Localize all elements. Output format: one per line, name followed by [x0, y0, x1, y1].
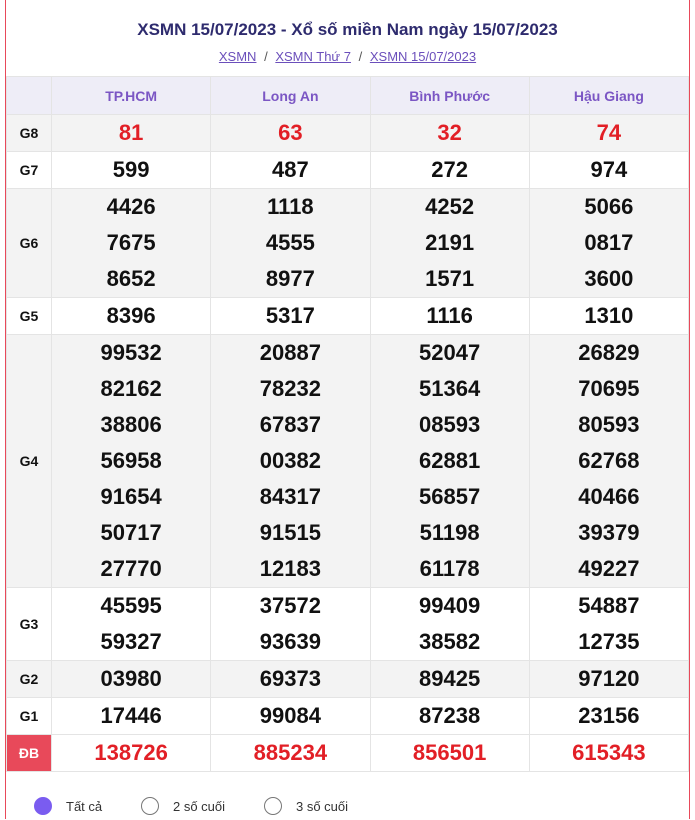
prize-number: 45595 [100, 593, 162, 618]
prize-number: 4252 [425, 194, 475, 219]
prize-cell [211, 735, 370, 772]
prize-cell [370, 588, 529, 661]
prize-row [7, 189, 689, 298]
breadcrumb-link-xsmn[interactable]: XSMN [218, 49, 257, 64]
results-frame [5, 0, 690, 819]
prize-cell [52, 335, 211, 588]
prize-number: 38582 [419, 629, 481, 654]
prize-cell [529, 588, 688, 661]
prize-cell [370, 115, 529, 152]
prize-number: 91654 [100, 484, 162, 509]
prize-number: 03980 [100, 666, 162, 691]
prize-number: 00382 [259, 448, 321, 473]
prize-number: 5317 [265, 303, 315, 328]
prize-number: 856501 [412, 740, 487, 765]
prize-cell [370, 152, 529, 189]
prize-cell [370, 698, 529, 735]
prize-number: 08593 [419, 412, 481, 437]
digit-filter-options [6, 792, 689, 820]
prize-cell [529, 298, 688, 335]
prize-number: 67837 [259, 412, 321, 437]
prize-number: 99532 [100, 340, 162, 365]
prize-number: 99409 [419, 593, 481, 618]
prize-label: G6 [7, 189, 52, 298]
radio-unchecked-icon[interactable] [264, 797, 282, 815]
prize-number: 63 [278, 120, 303, 145]
prize-number: 8977 [265, 266, 315, 291]
prize-cell [370, 661, 529, 698]
radio-checked-icon[interactable] [34, 797, 52, 815]
prize-number: 56857 [419, 484, 481, 509]
prize-cell [529, 661, 688, 698]
prize-label: G7 [7, 152, 52, 189]
prize-number: 17446 [100, 703, 162, 728]
prize-number: 2191 [425, 230, 475, 255]
prize-number: 487 [272, 157, 309, 182]
prize-cell [211, 588, 370, 661]
prize-cell [529, 698, 688, 735]
prize-number: 26829 [578, 340, 640, 365]
prize-number: 70695 [578, 376, 640, 401]
prize-number: 3600 [584, 266, 634, 291]
prize-number: 4555 [265, 230, 315, 255]
prize-cell [211, 189, 370, 298]
prize-number: 62881 [419, 448, 481, 473]
prize-number: 59327 [100, 629, 162, 654]
filter-option-label: Tất cả [66, 798, 103, 814]
prize-label: G2 [7, 661, 52, 698]
prize-number: 62768 [578, 448, 640, 473]
prize-row [7, 152, 689, 189]
province-header-hau-giang[interactable]: Hậu Giang [529, 77, 688, 115]
province-header-long-an[interactable]: Long An [211, 77, 370, 115]
prize-number: 8396 [106, 303, 156, 328]
prize-cell [370, 335, 529, 588]
prize-row [7, 698, 689, 735]
prize-row [7, 588, 689, 661]
prize-number: 93639 [259, 629, 321, 654]
filter-option-last-2[interactable] [141, 797, 225, 815]
filter-option-label: 2 số cuối [173, 798, 226, 814]
prize-number: 7675 [106, 230, 156, 255]
radio-unchecked-icon[interactable] [141, 797, 159, 815]
prize-number: 615343 [572, 740, 646, 765]
prize-cell [211, 298, 370, 335]
prize-number: 138726 [94, 740, 168, 765]
prize-cell [529, 115, 688, 152]
prize-number: 4426 [106, 194, 156, 219]
breadcrumb-link-weekday[interactable]: XSMN Thứ 7 [275, 49, 351, 64]
prize-cell [211, 115, 370, 152]
prize-number: 1118 [267, 194, 314, 219]
prize-number: 87238 [419, 703, 481, 728]
prize-number: 885234 [253, 740, 328, 765]
prize-cell [211, 152, 370, 189]
prize-number: 1310 [584, 303, 634, 328]
prize-number: 20887 [259, 340, 321, 365]
prize-number: 69373 [259, 666, 321, 691]
prize-cell [211, 698, 370, 735]
prize-cell [52, 588, 211, 661]
prize-cell [211, 661, 370, 698]
prize-number: 272 [431, 157, 468, 182]
prize-number: 599 [112, 157, 150, 182]
prize-number: 80593 [578, 412, 640, 437]
prize-cell [52, 152, 211, 189]
filter-option-label: 3 số cuối [296, 798, 349, 814]
prize-number: 89425 [419, 666, 481, 691]
filter-option-last-3[interactable] [264, 797, 348, 815]
prize-number: 0817 [584, 230, 634, 255]
prize-cell [52, 298, 211, 335]
prize-number: 12735 [578, 629, 640, 654]
prize-number: 99084 [259, 703, 321, 728]
prize-number: 5066 [584, 194, 634, 219]
prize-cell [529, 735, 688, 772]
prize-number: 27770 [100, 556, 162, 581]
prize-number: 51364 [419, 376, 481, 401]
prize-number: 40466 [578, 484, 640, 509]
prize-number: 97120 [578, 666, 640, 691]
filter-option-all[interactable] [34, 797, 102, 815]
prize-number: 54887 [578, 593, 640, 618]
prize-cell [370, 298, 529, 335]
prize-number: 23156 [578, 703, 640, 728]
prize-number: 8652 [106, 266, 156, 291]
prize-cell [211, 335, 370, 588]
prize-number: 81 [118, 120, 144, 145]
prize-number: 49227 [578, 556, 640, 581]
prize-row [7, 735, 689, 772]
prize-label: G5 [7, 298, 52, 335]
prize-number: 78232 [259, 376, 321, 401]
prize-number: 1116 [426, 303, 473, 328]
prize-number: 52047 [419, 340, 481, 365]
breadcrumb-link-date[interactable]: XSMN 15/07/2023 [369, 49, 477, 64]
prize-label: G3 [7, 588, 52, 661]
prize-cell [52, 735, 211, 772]
prize-row [7, 335, 689, 588]
prize-label: G4 [7, 335, 52, 588]
province-header-binh-phuoc[interactable]: Bình Phước [370, 77, 529, 115]
prize-number: 51198 [419, 520, 480, 545]
results-table [6, 76, 689, 772]
prize-number: 74 [596, 120, 622, 145]
prize-number: 82162 [100, 376, 162, 401]
prize-cell [529, 152, 688, 189]
prize-number: 84317 [259, 484, 321, 509]
prize-number: 50717 [100, 520, 162, 545]
prize-cell [529, 335, 688, 588]
prize-row [7, 661, 689, 698]
prize-number: 56958 [100, 448, 162, 473]
province-header-tphcm[interactable]: TP.HCM [52, 77, 211, 115]
prize-number: 39379 [578, 520, 640, 545]
prize-number: 91515 [259, 520, 321, 545]
prize-row [7, 115, 689, 152]
prize-label: ĐB [7, 735, 52, 772]
prize-label: G8 [7, 115, 52, 152]
prize-number: 1571 [425, 266, 475, 291]
prize-cell [370, 735, 529, 772]
prize-table-body [7, 115, 689, 772]
prize-cell [52, 698, 211, 735]
prize-number: 32 [437, 120, 462, 145]
prize-number: 38806 [100, 412, 162, 437]
breadcrumb-separator: / [264, 49, 268, 64]
prize-number: 974 [590, 157, 628, 182]
breadcrumb [6, 49, 689, 64]
prize-row [7, 298, 689, 335]
prize-cell [52, 115, 211, 152]
prize-number: 61178 [419, 556, 480, 581]
prize-number: 12183 [259, 556, 321, 581]
prize-cell [529, 189, 688, 298]
province-header-row [7, 77, 689, 115]
prize-number: 37572 [259, 593, 321, 618]
prize-cell [52, 189, 211, 298]
breadcrumb-separator: / [358, 49, 363, 64]
prize-cell [52, 661, 211, 698]
header-corner [7, 77, 52, 115]
page-title: XSMN 15/07/2023 - Xổ số miền Nam ngày 15/07/2023 [137, 20, 558, 39]
prize-cell [370, 189, 529, 298]
prize-label: G1 [7, 698, 52, 735]
